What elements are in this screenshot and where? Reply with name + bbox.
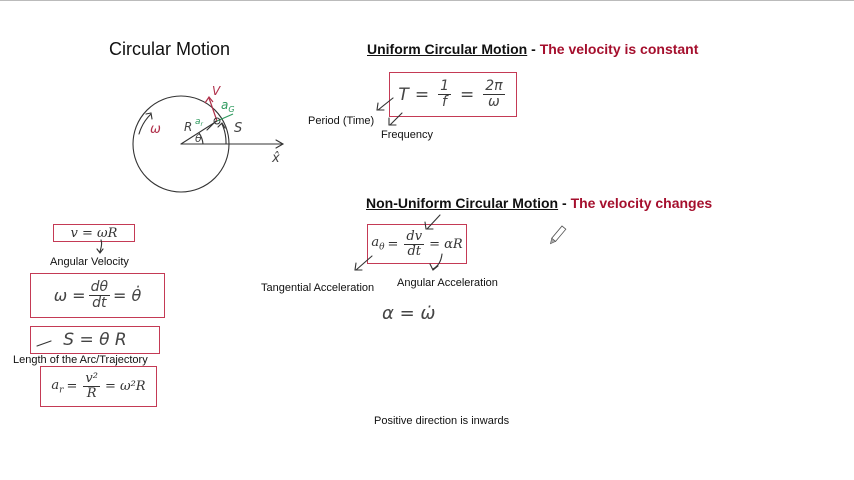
- velocity-equation: v = ωR: [53, 224, 135, 242]
- tangential-pointer-arrow: [355, 256, 372, 270]
- eq-f: f: [442, 94, 447, 110]
- omega-lhs: ω =: [53, 286, 86, 305]
- tangential-acceleration-label: Tangential Acceleration: [261, 282, 375, 294]
- arc-pointer-arrow: [37, 341, 51, 346]
- eq-a-subscript: θ: [379, 242, 385, 253]
- ar-a: a: [51, 377, 60, 393]
- ar-label: $a_r$: [195, 117, 203, 128]
- v-squared: v²: [85, 371, 98, 387]
- uniform-heading-title: Uniform Circular Motion: [367, 41, 528, 57]
- angular-acceleration-pointer-arrow: [430, 254, 442, 270]
- theta-dot: = θ̇: [113, 286, 142, 305]
- frequency-label: Frequency: [381, 129, 433, 141]
- eq-dv: dv: [406, 228, 423, 244]
- eq-a-symbol: a: [371, 235, 380, 251]
- frequency-pointer-arrow: [389, 113, 402, 125]
- nonuniform-heading-title: Non-Uniform Circular Motion: [366, 195, 559, 211]
- arc-length-equation: S = θ R: [30, 326, 160, 354]
- d-theta: dθ: [90, 279, 109, 296]
- angular-velocity-label: Angular Velocity: [50, 256, 129, 268]
- uniform-heading-separator: -: [527, 41, 540, 57]
- arc-length-label: Length of the Arc/Trajectory: [13, 354, 148, 366]
- period-pointer-arrow: [377, 98, 393, 110]
- positive-direction-note: Positive direction is inwards: [374, 415, 510, 427]
- ag-label: $a_G$: [221, 98, 235, 114]
- eq-alpha-r: = αR: [429, 236, 463, 252]
- eq-T: T: [398, 84, 409, 105]
- d-t: dt: [92, 295, 107, 311]
- alpha-equals-omega-dot: α = ω̇: [382, 303, 436, 324]
- x-unit-label: x̂: [272, 151, 280, 166]
- eq-one: 1: [440, 78, 449, 95]
- eq-equals-1: =: [414, 84, 430, 105]
- ar-subscript: r: [59, 385, 64, 396]
- omega-label: ω: [150, 122, 161, 137]
- pencil-cursor-icon: [549, 226, 566, 245]
- dv-pointer-arrow: [425, 215, 440, 229]
- period-label: Period (Time): [308, 115, 375, 127]
- s-label: S: [234, 121, 243, 136]
- nonuniform-heading-separator: -: [558, 195, 571, 211]
- page-title: Circular Motion: [109, 39, 231, 59]
- angular-acceleration-label: Angular Acceleration: [397, 277, 498, 289]
- eq-omega: ω: [488, 94, 500, 110]
- ar-equals: =: [66, 379, 78, 394]
- omega-squared-r: = ω²R: [104, 379, 146, 394]
- v-label: V: [212, 84, 221, 98]
- nonuniform-heading-subtitle: The velocity changes: [570, 195, 713, 211]
- uniform-heading-subtitle: The velocity is constant: [539, 41, 699, 57]
- eq-equals-2: =: [459, 84, 475, 105]
- radius-label: R: [184, 120, 193, 134]
- eq-2pi: 2π: [485, 78, 503, 95]
- eq-dt: dt: [407, 243, 422, 259]
- eq-equals: =: [387, 236, 399, 252]
- theta-label: θ: [195, 132, 202, 145]
- angular-velocity-pointer-arrow: [97, 240, 103, 253]
- r-denominator: R: [86, 386, 97, 401]
